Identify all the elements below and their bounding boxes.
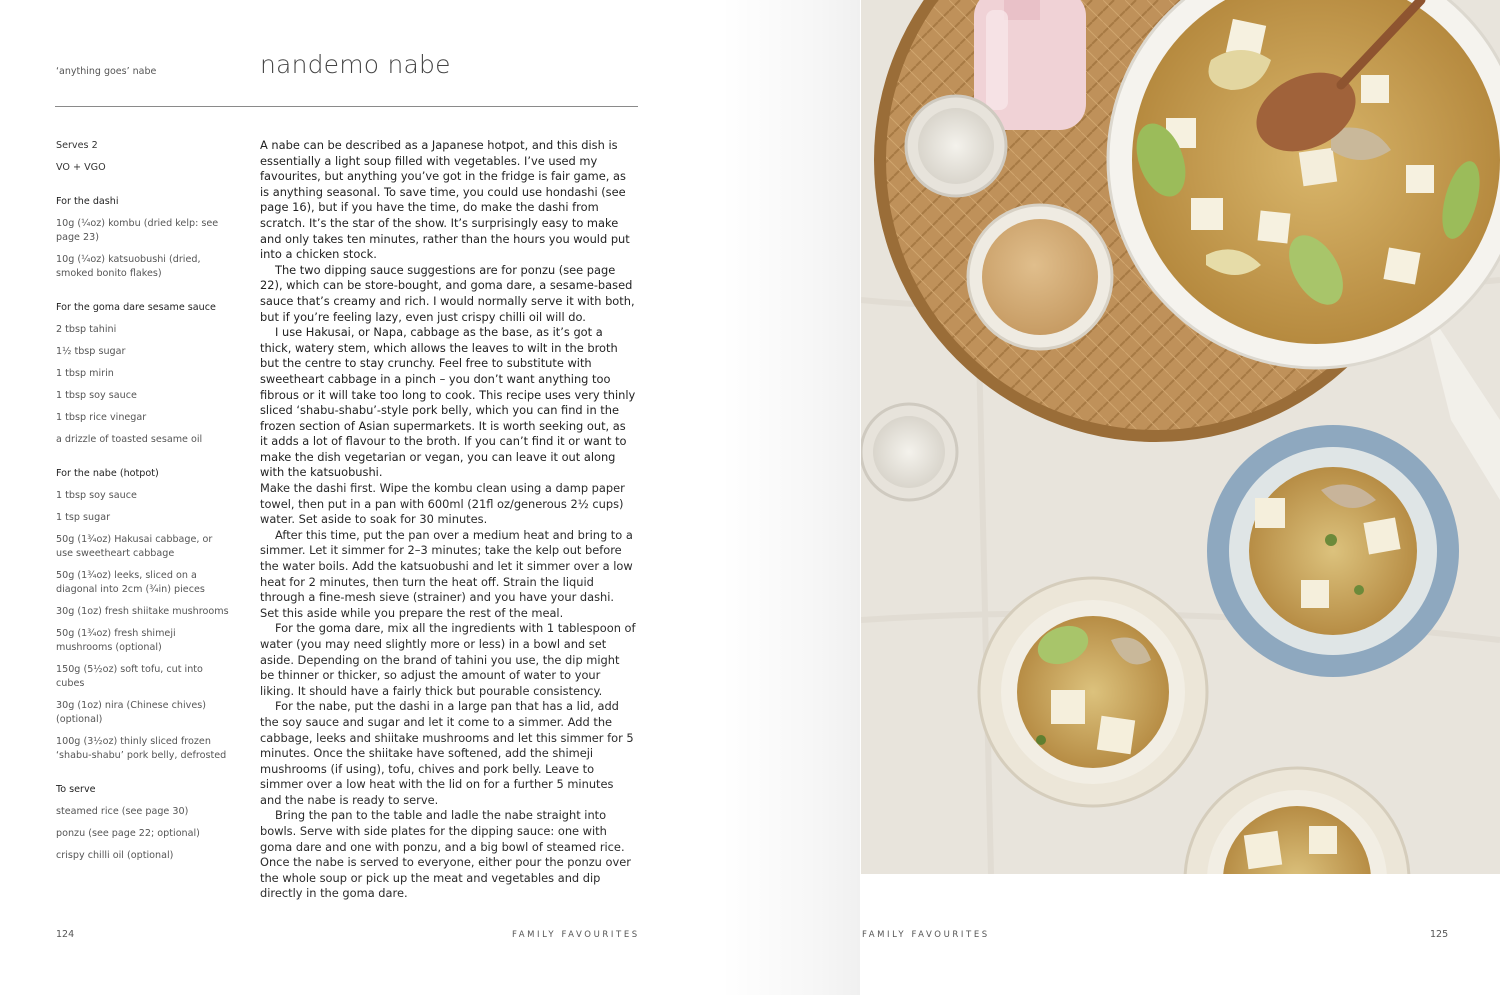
method-text	[260, 481, 636, 902]
running-head-left: FAMILY FAVOURITES	[512, 930, 640, 940]
method-paragraph: For the goma dare, mix all the ingredients with 1 tablespoon of water (you may need slightly more or less) in a bowl and set aside. Depending on the brand of tahini you use, the dip might be thinner or thicker, so adjust the amount of water to your liking. It should have a fairly thick but pourable consistency.	[260, 621, 636, 698]
food-photo	[861, 0, 1500, 874]
page-number-right: 125	[1430, 929, 1449, 940]
recipe-subtitle: ‘anything goes’ nabe	[56, 66, 157, 77]
gutter-shadow	[720, 0, 860, 995]
ingredient-item: 100g (3½oz) thinly sliced frozen ‘shabu-shabu’ pork belly, defrosted	[56, 736, 227, 761]
ingredient-item: 150g (5½oz) soft tofu, cut into cubes	[56, 664, 203, 689]
ingredient-item: 50g (1¾oz) Hakusai cabbage, or use sweetheart cabbage	[56, 534, 213, 559]
intro-paragraph: The two dipping sauce suggestions are for ponzu (see page 22), which can be store-bought, and goma dare, a sesame-based sauce that’s creamy and rich. I would normally serve it with both, but if you’re feeling lazy, even just crispy chilli oil will do.	[260, 262, 635, 324]
ingredient-item: 2 tbsp tahini	[56, 324, 117, 335]
page-number-left: 124	[56, 929, 75, 940]
ingredient-item: 50g (1¾oz) fresh shimeji mushrooms (optional)	[56, 628, 176, 653]
ingredient-group-heading: For the nabe (hotpot)	[56, 468, 159, 479]
ingredient-item: crispy chilli oil (optional)	[56, 850, 174, 861]
serves-label: Serves 2	[56, 140, 98, 151]
ingredient-item: a drizzle of toasted sesame oil	[56, 434, 203, 445]
ingredient-item: 1 tbsp rice vinegar	[56, 412, 147, 423]
ingredient-group-heading: To serve	[56, 784, 96, 795]
ingredient-group-heading: For the goma dare sesame sauce	[56, 302, 216, 313]
ingredients-sidebar	[56, 139, 231, 871]
title-rule	[55, 106, 638, 107]
ingredient-item: 30g (1oz) nira (Chinese chives) (optional)	[56, 700, 206, 725]
ingredient-item: 1 tbsp soy sauce	[56, 490, 137, 501]
ingredient-group-heading: For the dashi	[56, 196, 119, 207]
ingredient-item: 1 tbsp mirin	[56, 368, 114, 379]
ingredient-item: 1½ tbsp sugar	[56, 346, 126, 357]
intro-paragraph: A nabe can be described as a Japanese hotpot, and this dish is essentially a light soup filled with vegetables. I’ve used my favourites, but anything you’ve got in the fridge is fair game, as is anything seasonal. To save time, you could use hondashi (see page 16), but if you have the time, do make the dashi from scratch. It’s the star of the show. It’s surprisingly easy to make and only takes ten minutes, rather than the hours you would put into a chicken stock.	[260, 138, 630, 262]
method-paragraph: After this time, put the pan over a medium heat and bring to a simmer. Let it simmer for 2–3 minutes; take the kelp out before the water boils. Add the katsuobushi and let it simmer over a low heat for 2 minutes, then turn the heat off. Strain the liquid through a fine-mesh sieve (strainer) and you have your dashi. Set this aside while you prepare the rest of the meal.	[260, 527, 633, 620]
method-paragraph: Make the dashi first. Wipe the kombu clean using a damp paper towel, then put in a pan with 600ml (21fl oz/generous 2½ cups) water. Set aside to soak for 30 minutes.	[260, 481, 625, 527]
ingredient-item: steamed rice (see page 30)	[56, 806, 189, 817]
ceramic-bowl	[979, 578, 1207, 806]
diet-label: VO + VGO	[56, 162, 106, 173]
ingredient-item: 10g (¼oz) katsuobushi (dried, smoked bonito flakes)	[56, 254, 201, 279]
ingredient-item: ponzu (see page 22; optional)	[56, 828, 200, 839]
ingredient-item: 1 tbsp soy sauce	[56, 390, 137, 401]
method-paragraph: For the nabe, put the dashi in a large pan that has a lid, add the soy sauce and sugar and let it come to a simmer. Add the cabbage, leeks and shiitake mushrooms and let this simmer for 5 minutes. Once the shiitake have softened, add the shimeji mushrooms (if using), tofu, chives and pork belly. Leave to simmer over a low heat with the lid on for a further 5 minutes and the nabe is ready to serve.	[260, 699, 634, 807]
blue-bowl	[1207, 425, 1459, 677]
ingredient-item: 1 tsp sugar	[56, 512, 111, 523]
recipe-title: nandemo nabe	[260, 50, 451, 79]
ingredient-item: 10g (¼oz) kombu (dried kelp: see page 23)	[56, 218, 219, 243]
running-head-right: FAMILY FAVOURITES	[862, 930, 990, 940]
ingredient-item: 50g (1¾oz) leeks, sliced on a diagonal into 2cm (¾in) pieces	[56, 570, 205, 595]
ingredient-item: 30g (1oz) fresh shiitake mushrooms	[56, 606, 229, 617]
intro-paragraph: I use Hakusai, or Napa, cabbage as the base, as it’s got a thick, watery stem, which allows the leaves to wilt in the broth but the centre to stay crunchy. Feel free to substitute with sweetheart cabbage in a pinch – you don’t want anything too fibrous or it will take too long to cook. This recipe uses very thinly sliced ‘shabu-shabu’-style pork belly, which you can find in the frozen section of Asian supermarkets. It is worth seeking out, as it adds a lot of flavour to the broth. If you can’t find it or want to make the dish vegetarian or vegan, you can leave it out along with the katsuobushi.	[260, 325, 636, 480]
intro-text	[260, 138, 636, 481]
method-paragraph: Bring the pan to the table and ladle the nabe straight into bowls. Serve with side plates for the dipping sauce: one with goma dare and one with ponzu, and a big bowl of steamed rice. Once the nabe is served to everyone, either pour the ponzu over the whole soup or pick up the meat and vegetables and dip directly in the goma dare.	[260, 808, 631, 901]
